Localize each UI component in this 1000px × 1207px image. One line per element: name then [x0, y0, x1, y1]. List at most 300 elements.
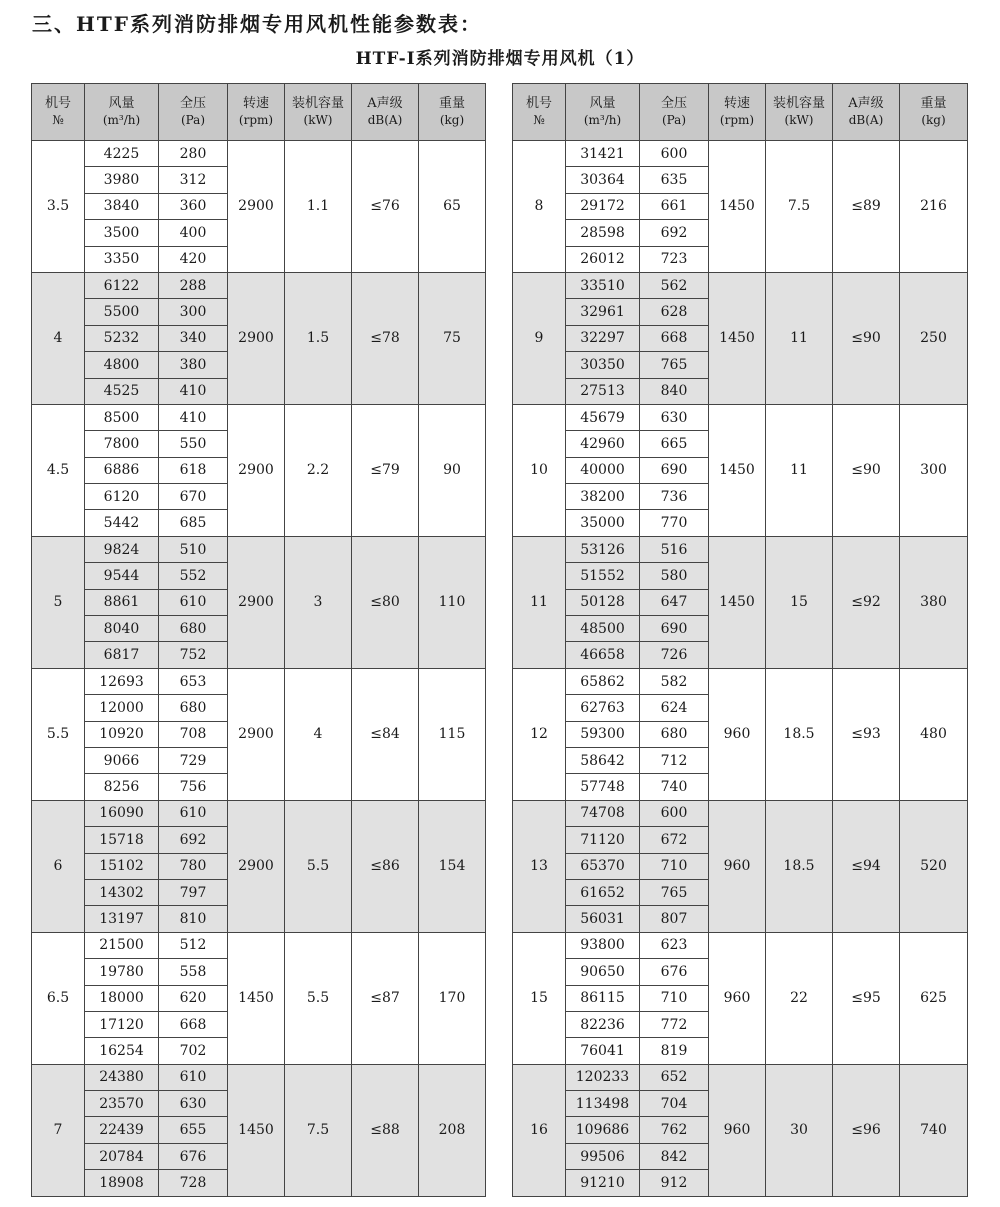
- airflow-cell: 113498: [566, 1091, 640, 1117]
- table-row: [513, 404, 968, 430]
- header-unit: dB(A): [848, 113, 884, 127]
- airflow-cell: 53126: [566, 536, 640, 562]
- pressure-cell: 840: [640, 378, 709, 404]
- header-pressure: [159, 84, 228, 141]
- header-unit: (Pa): [661, 113, 687, 127]
- noise-cell: ≤90: [833, 272, 900, 404]
- pressure-cell: 672: [640, 827, 709, 853]
- airflow-cell: 33510: [566, 272, 640, 298]
- machine-no-cell: 6: [32, 800, 85, 932]
- pressure-cell: 770: [640, 510, 709, 536]
- airflow-cell: 4225: [85, 141, 159, 167]
- pressure-cell: 623: [640, 932, 709, 958]
- pressure-cell: 680: [159, 695, 228, 721]
- header-unit: dB(A): [367, 113, 403, 127]
- machine-no-cell: 6.5: [32, 932, 85, 1064]
- weight-cell: 65: [419, 141, 486, 273]
- weight-cell: 208: [419, 1064, 486, 1196]
- header-label: 全压: [179, 96, 206, 111]
- header-label: 机号: [44, 96, 71, 111]
- pressure-cell: 630: [640, 404, 709, 430]
- pressure-cell: 685: [159, 510, 228, 536]
- pressure-cell: 702: [159, 1038, 228, 1064]
- pressure-cell: 610: [159, 1064, 228, 1090]
- power-cell: 4: [285, 668, 352, 800]
- airflow-cell: 120233: [566, 1064, 640, 1090]
- machine-no-cell: 15: [513, 932, 566, 1064]
- pressure-cell: 692: [159, 827, 228, 853]
- airflow-cell: 6120: [85, 484, 159, 510]
- airflow-cell: 18908: [85, 1170, 159, 1196]
- noise-cell: ≤84: [352, 668, 419, 800]
- airflow-cell: 3840: [85, 193, 159, 219]
- airflow-cell: 50128: [566, 589, 640, 615]
- airflow-cell: 13197: [85, 906, 159, 932]
- header-noise: [833, 84, 900, 141]
- header-label: 重量: [920, 96, 947, 111]
- airflow-cell: 74708: [566, 800, 640, 826]
- header-machine-no: [513, 84, 566, 141]
- weight-cell: 480: [900, 668, 968, 800]
- pressure-cell: 723: [640, 246, 709, 272]
- header-speed: [709, 84, 766, 141]
- airflow-cell: 8256: [85, 774, 159, 800]
- power-cell: 7.5: [285, 1064, 352, 1196]
- machine-no-cell: 4.5: [32, 404, 85, 536]
- pressure-cell: 618: [159, 457, 228, 483]
- header-power: [766, 84, 833, 141]
- pressure-cell: 765: [640, 352, 709, 378]
- airflow-cell: 5232: [85, 325, 159, 351]
- pressure-cell: 690: [640, 616, 709, 642]
- speed-cell: 960: [709, 800, 766, 932]
- airflow-cell: 32297: [566, 325, 640, 351]
- table-row: [32, 668, 486, 694]
- header-airflow: [85, 84, 159, 141]
- pressure-cell: 652: [640, 1064, 709, 1090]
- airflow-cell: 65370: [566, 853, 640, 879]
- pressure-cell: 740: [640, 774, 709, 800]
- header-speed: [228, 84, 285, 141]
- pressure-cell: 510: [159, 536, 228, 562]
- airflow-cell: 91210: [566, 1170, 640, 1196]
- airflow-cell: 61652: [566, 879, 640, 905]
- noise-cell: ≤76: [352, 141, 419, 273]
- airflow-cell: 22439: [85, 1117, 159, 1143]
- speed-cell: 2900: [228, 404, 285, 536]
- weight-cell: 154: [419, 800, 486, 932]
- pressure-cell: 410: [159, 404, 228, 430]
- speed-cell: 2900: [228, 141, 285, 273]
- pressure-cell: 676: [640, 959, 709, 985]
- airflow-cell: 21500: [85, 932, 159, 958]
- airflow-cell: 3350: [85, 246, 159, 272]
- pressure-cell: 762: [640, 1117, 709, 1143]
- pressure-cell: 653: [159, 668, 228, 694]
- pressure-cell: 380: [159, 352, 228, 378]
- pressure-cell: 752: [159, 642, 228, 668]
- machine-no-cell: 9: [513, 272, 566, 404]
- power-cell: 3: [285, 536, 352, 668]
- weight-cell: 170: [419, 932, 486, 1064]
- weight-cell: 216: [900, 141, 968, 273]
- noise-cell: ≤79: [352, 404, 419, 536]
- power-cell: 5.5: [285, 932, 352, 1064]
- table-row: [513, 1064, 968, 1090]
- pressure-cell: 620: [159, 985, 228, 1011]
- airflow-cell: 62763: [566, 695, 640, 721]
- table-title: HTF-Ⅰ系列消防排烟专用风机（1）: [355, 49, 645, 69]
- speed-cell: 1450: [709, 536, 766, 668]
- speed-cell: 2900: [228, 536, 285, 668]
- pressure-cell: 288: [159, 272, 228, 298]
- header-unit: (kW): [303, 113, 333, 127]
- power-cell: 30: [766, 1064, 833, 1196]
- header-unit: (kg): [921, 113, 946, 127]
- airflow-cell: 10920: [85, 721, 159, 747]
- pressure-cell: 912: [640, 1170, 709, 1196]
- pressure-cell: 708: [159, 721, 228, 747]
- airflow-cell: 27513: [566, 378, 640, 404]
- pressure-cell: 807: [640, 906, 709, 932]
- pressure-cell: 420: [159, 246, 228, 272]
- noise-cell: ≤93: [833, 668, 900, 800]
- speed-cell: 1450: [709, 141, 766, 273]
- airflow-cell: 26012: [566, 246, 640, 272]
- weight-cell: 300: [900, 404, 968, 536]
- page-title: 三、HTF系列消防排烟专用风机性能参数表：: [32, 12, 482, 36]
- airflow-cell: 40000: [566, 457, 640, 483]
- airflow-cell: 51552: [566, 563, 640, 589]
- machine-no-cell: 13: [513, 800, 566, 932]
- airflow-cell: 4800: [85, 352, 159, 378]
- pressure-cell: 819: [640, 1038, 709, 1064]
- weight-cell: 90: [419, 404, 486, 536]
- airflow-cell: 48500: [566, 616, 640, 642]
- pressure-cell: 710: [640, 985, 709, 1011]
- table-row: [513, 272, 968, 298]
- spec-table-right: [512, 83, 968, 1197]
- airflow-cell: 6122: [85, 272, 159, 298]
- airflow-cell: 31421: [566, 141, 640, 167]
- airflow-cell: 6886: [85, 457, 159, 483]
- airflow-cell: 29172: [566, 193, 640, 219]
- pressure-cell: 562: [640, 272, 709, 298]
- header-label: A声级: [367, 96, 403, 111]
- pressure-cell: 670: [159, 484, 228, 510]
- header-unit: №: [533, 113, 545, 127]
- noise-cell: ≤86: [352, 800, 419, 932]
- airflow-cell: 5500: [85, 299, 159, 325]
- airflow-cell: 99506: [566, 1143, 640, 1169]
- header-unit: (m³/h): [583, 113, 622, 127]
- pressure-cell: 630: [159, 1091, 228, 1117]
- machine-no-cell: 5: [32, 536, 85, 668]
- power-cell: 15: [766, 536, 833, 668]
- weight-cell: 75: [419, 272, 486, 404]
- airflow-cell: 16090: [85, 800, 159, 826]
- speed-cell: 960: [709, 932, 766, 1064]
- airflow-cell: 18000: [85, 985, 159, 1011]
- weight-cell: 380: [900, 536, 968, 668]
- pressure-cell: 582: [640, 668, 709, 694]
- airflow-cell: 58642: [566, 747, 640, 773]
- power-cell: 22: [766, 932, 833, 1064]
- airflow-cell: 42960: [566, 431, 640, 457]
- airflow-cell: 32961: [566, 299, 640, 325]
- airflow-cell: 14302: [85, 879, 159, 905]
- pressure-cell: 516: [640, 536, 709, 562]
- speed-cell: 1450: [709, 404, 766, 536]
- header-airflow: [566, 84, 640, 141]
- table-row: [513, 932, 968, 958]
- noise-cell: ≤80: [352, 536, 419, 668]
- airflow-cell: 59300: [566, 721, 640, 747]
- pressure-cell: 580: [640, 563, 709, 589]
- speed-cell: 1450: [709, 272, 766, 404]
- airflow-cell: 8861: [85, 589, 159, 615]
- pressure-cell: 400: [159, 220, 228, 246]
- speed-cell: 960: [709, 668, 766, 800]
- pressure-cell: 676: [159, 1143, 228, 1169]
- table-row: [32, 536, 486, 562]
- pressure-cell: 360: [159, 193, 228, 219]
- airflow-cell: 9066: [85, 747, 159, 773]
- speed-cell: 960: [709, 1064, 766, 1196]
- pressure-cell: 610: [159, 589, 228, 615]
- pressure-cell: 756: [159, 774, 228, 800]
- header-label: 转速: [242, 96, 269, 111]
- header-power: [285, 84, 352, 141]
- header-label: 重量: [438, 96, 465, 111]
- pressure-cell: 550: [159, 431, 228, 457]
- pressure-cell: 280: [159, 141, 228, 167]
- header-unit: №: [52, 113, 64, 127]
- airflow-cell: 57748: [566, 774, 640, 800]
- airflow-cell: 3500: [85, 220, 159, 246]
- machine-no-cell: 7: [32, 1064, 85, 1196]
- pressure-cell: 797: [159, 879, 228, 905]
- header-unit: (Pa): [180, 113, 206, 127]
- pressure-cell: 726: [640, 642, 709, 668]
- table-row: [32, 404, 486, 430]
- pressure-cell: 680: [159, 616, 228, 642]
- noise-cell: ≤95: [833, 932, 900, 1064]
- header-label: 装机容量: [772, 96, 825, 111]
- header-label: 全压: [660, 96, 687, 111]
- header-label: 风量: [108, 96, 135, 111]
- machine-no-cell: 12: [513, 668, 566, 800]
- airflow-cell: 28598: [566, 220, 640, 246]
- airflow-cell: 86115: [566, 985, 640, 1011]
- weight-cell: 625: [900, 932, 968, 1064]
- speed-cell: 1450: [228, 1064, 285, 1196]
- noise-cell: ≤92: [833, 536, 900, 668]
- header-label: 装机容量: [291, 96, 344, 111]
- airflow-cell: 56031: [566, 906, 640, 932]
- airflow-cell: 19780: [85, 959, 159, 985]
- pressure-cell: 772: [640, 1011, 709, 1037]
- pressure-cell: 647: [640, 589, 709, 615]
- pressure-cell: 665: [640, 431, 709, 457]
- airflow-cell: 12693: [85, 668, 159, 694]
- table-row: [32, 800, 486, 826]
- header-unit: (rpm): [238, 113, 274, 127]
- header-row: [513, 84, 968, 141]
- airflow-cell: 93800: [566, 932, 640, 958]
- power-cell: 1.1: [285, 141, 352, 273]
- header-label: 风量: [589, 96, 616, 111]
- pressure-cell: 312: [159, 167, 228, 193]
- airflow-cell: 9824: [85, 536, 159, 562]
- table-row: [513, 141, 968, 167]
- speed-cell: 2900: [228, 668, 285, 800]
- airflow-cell: 9544: [85, 563, 159, 589]
- pressure-cell: 558: [159, 959, 228, 985]
- header-noise: [352, 84, 419, 141]
- noise-cell: ≤90: [833, 404, 900, 536]
- pressure-cell: 729: [159, 747, 228, 773]
- pressure-cell: 680: [640, 721, 709, 747]
- header-label: A声级: [848, 96, 884, 111]
- airflow-cell: 4525: [85, 378, 159, 404]
- power-cell: 2.2: [285, 404, 352, 536]
- pressure-cell: 610: [159, 800, 228, 826]
- pressure-cell: 712: [640, 747, 709, 773]
- airflow-cell: 8500: [85, 404, 159, 430]
- pressure-cell: 704: [640, 1091, 709, 1117]
- header-label: 转速: [723, 96, 750, 111]
- pressure-cell: 661: [640, 193, 709, 219]
- weight-cell: 740: [900, 1064, 968, 1196]
- pressure-cell: 668: [640, 325, 709, 351]
- airflow-cell: 35000: [566, 510, 640, 536]
- pressure-cell: 692: [640, 220, 709, 246]
- noise-cell: ≤89: [833, 141, 900, 273]
- pressure-cell: 728: [159, 1170, 228, 1196]
- header-unit: (rpm): [719, 113, 755, 127]
- power-cell: 18.5: [766, 800, 833, 932]
- airflow-cell: 16254: [85, 1038, 159, 1064]
- header-row: [32, 84, 486, 141]
- pressure-cell: 635: [640, 167, 709, 193]
- airflow-cell: 45679: [566, 404, 640, 430]
- airflow-cell: 15718: [85, 827, 159, 853]
- airflow-cell: 24380: [85, 1064, 159, 1090]
- airflow-cell: 65862: [566, 668, 640, 694]
- machine-no-cell: 16: [513, 1064, 566, 1196]
- airflow-cell: 12000: [85, 695, 159, 721]
- header-pressure: [640, 84, 709, 141]
- airflow-cell: 6817: [85, 642, 159, 668]
- power-cell: 11: [766, 404, 833, 536]
- table-row: [513, 536, 968, 562]
- header-label: 机号: [525, 96, 552, 111]
- header-weight: [419, 84, 486, 141]
- airflow-cell: 8040: [85, 616, 159, 642]
- airflow-cell: 5442: [85, 510, 159, 536]
- table-row: [32, 141, 486, 167]
- speed-cell: 1450: [228, 932, 285, 1064]
- pressure-cell: 600: [640, 141, 709, 167]
- airflow-cell: 20784: [85, 1143, 159, 1169]
- pressure-cell: 690: [640, 457, 709, 483]
- pressure-cell: 710: [640, 853, 709, 879]
- pressure-cell: 655: [159, 1117, 228, 1143]
- airflow-cell: 38200: [566, 484, 640, 510]
- speed-cell: 2900: [228, 272, 285, 404]
- table-row: [513, 800, 968, 826]
- airflow-cell: 30350: [566, 352, 640, 378]
- weight-cell: 520: [900, 800, 968, 932]
- airflow-cell: 109686: [566, 1117, 640, 1143]
- power-cell: 1.5: [285, 272, 352, 404]
- airflow-cell: 7800: [85, 431, 159, 457]
- machine-no-cell: 4: [32, 272, 85, 404]
- machine-no-cell: 3.5: [32, 141, 85, 273]
- pressure-cell: 780: [159, 853, 228, 879]
- airflow-cell: 23570: [85, 1091, 159, 1117]
- power-cell: 18.5: [766, 668, 833, 800]
- pressure-cell: 624: [640, 695, 709, 721]
- table-row: [32, 932, 486, 958]
- noise-cell: ≤96: [833, 1064, 900, 1196]
- power-cell: 5.5: [285, 800, 352, 932]
- table-row: [513, 668, 968, 694]
- airflow-cell: 90650: [566, 959, 640, 985]
- spec-table-left: [31, 83, 486, 1197]
- pressure-cell: 628: [640, 299, 709, 325]
- airflow-cell: 71120: [566, 827, 640, 853]
- pressure-cell: 810: [159, 906, 228, 932]
- airflow-cell: 76041: [566, 1038, 640, 1064]
- machine-no-cell: 10: [513, 404, 566, 536]
- noise-cell: ≤88: [352, 1064, 419, 1196]
- noise-cell: ≤78: [352, 272, 419, 404]
- power-cell: 7.5: [766, 141, 833, 273]
- table-row: [32, 272, 486, 298]
- weight-cell: 250: [900, 272, 968, 404]
- pressure-cell: 512: [159, 932, 228, 958]
- pressure-cell: 765: [640, 879, 709, 905]
- pressure-cell: 600: [640, 800, 709, 826]
- machine-no-cell: 8: [513, 141, 566, 273]
- header-machine-no: [32, 84, 85, 141]
- pressure-cell: 668: [159, 1011, 228, 1037]
- pressure-cell: 410: [159, 378, 228, 404]
- weight-cell: 115: [419, 668, 486, 800]
- power-cell: 11: [766, 272, 833, 404]
- airflow-cell: 15102: [85, 853, 159, 879]
- pressure-cell: 736: [640, 484, 709, 510]
- machine-no-cell: 11: [513, 536, 566, 668]
- machine-no-cell: 5.5: [32, 668, 85, 800]
- header-weight: [900, 84, 968, 141]
- header-unit: (kW): [784, 113, 814, 127]
- airflow-cell: 3980: [85, 167, 159, 193]
- airflow-cell: 17120: [85, 1011, 159, 1037]
- pressure-cell: 842: [640, 1143, 709, 1169]
- speed-cell: 2900: [228, 800, 285, 932]
- noise-cell: ≤94: [833, 800, 900, 932]
- airflow-cell: 30364: [566, 167, 640, 193]
- pressure-cell: 552: [159, 563, 228, 589]
- header-unit: (m³/h): [102, 113, 141, 127]
- airflow-cell: 46658: [566, 642, 640, 668]
- header-unit: (kg): [439, 113, 465, 127]
- pressure-cell: 300: [159, 299, 228, 325]
- noise-cell: ≤87: [352, 932, 419, 1064]
